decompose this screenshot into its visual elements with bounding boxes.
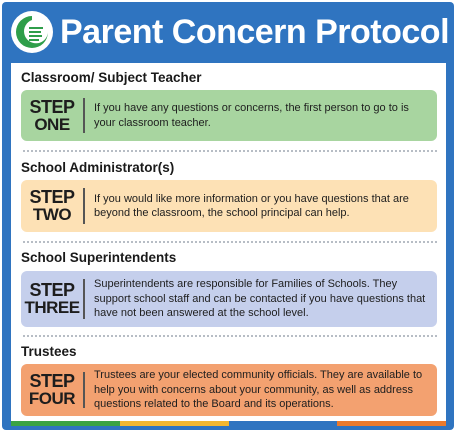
step-description: Superintendents are responsible for Families of Schools. They support school staff and can be contacted if you have questions that have not been answered at the school level.	[94, 278, 426, 320]
protocol-panel	[11, 63, 446, 421]
step-badge	[21, 282, 83, 316]
section-label-administrator: School Administrator(s)	[21, 160, 175, 175]
step-description: Trustees are your elected community officials. They are available to help you with concerns about your community, as well as address questions related to the Board and its operations.	[94, 369, 423, 411]
step-card-three	[21, 271, 437, 327]
color-bar-blue	[229, 421, 338, 426]
step-word: STEP	[29, 280, 75, 300]
step-badge	[21, 96, 83, 134]
step-number: THREE	[24, 298, 80, 317]
step-card-one	[21, 90, 437, 141]
dotted-separator	[23, 335, 437, 337]
header	[2, 2, 454, 62]
step-word: STEP	[29, 371, 75, 391]
step-badge	[21, 373, 83, 407]
step-word: STEP	[29, 96, 75, 117]
color-bar-green	[11, 421, 120, 426]
step-number: FOUR	[28, 389, 76, 408]
step-number: ONE	[34, 114, 70, 134]
color-bar	[11, 421, 446, 426]
step-number: TWO	[32, 205, 72, 224]
section-label-teacher: Classroom/ Subject Teacher	[21, 70, 202, 85]
school-board-logo-icon	[11, 11, 53, 53]
section-label-superintendents: School Superintendents	[21, 250, 177, 265]
step-card-two	[21, 180, 437, 232]
step-badge	[21, 189, 83, 223]
step-description: If you would like more information or you have questions that are beyond the classroom, the school principal can help.	[94, 192, 409, 219]
step-card-four	[21, 364, 437, 416]
page-title: Parent Concern Protocol	[60, 13, 450, 51]
step-description: If you have any questions or concerns, the first person to go to is your classroom teacher.	[94, 102, 409, 129]
dotted-separator	[23, 241, 437, 243]
dotted-separator	[23, 150, 437, 152]
color-bar-orange	[337, 421, 446, 426]
poster-frame	[2, 2, 454, 430]
step-word: STEP	[29, 187, 75, 207]
section-label-trustees: Trustees	[21, 344, 77, 359]
color-bar-yellow	[120, 421, 229, 426]
